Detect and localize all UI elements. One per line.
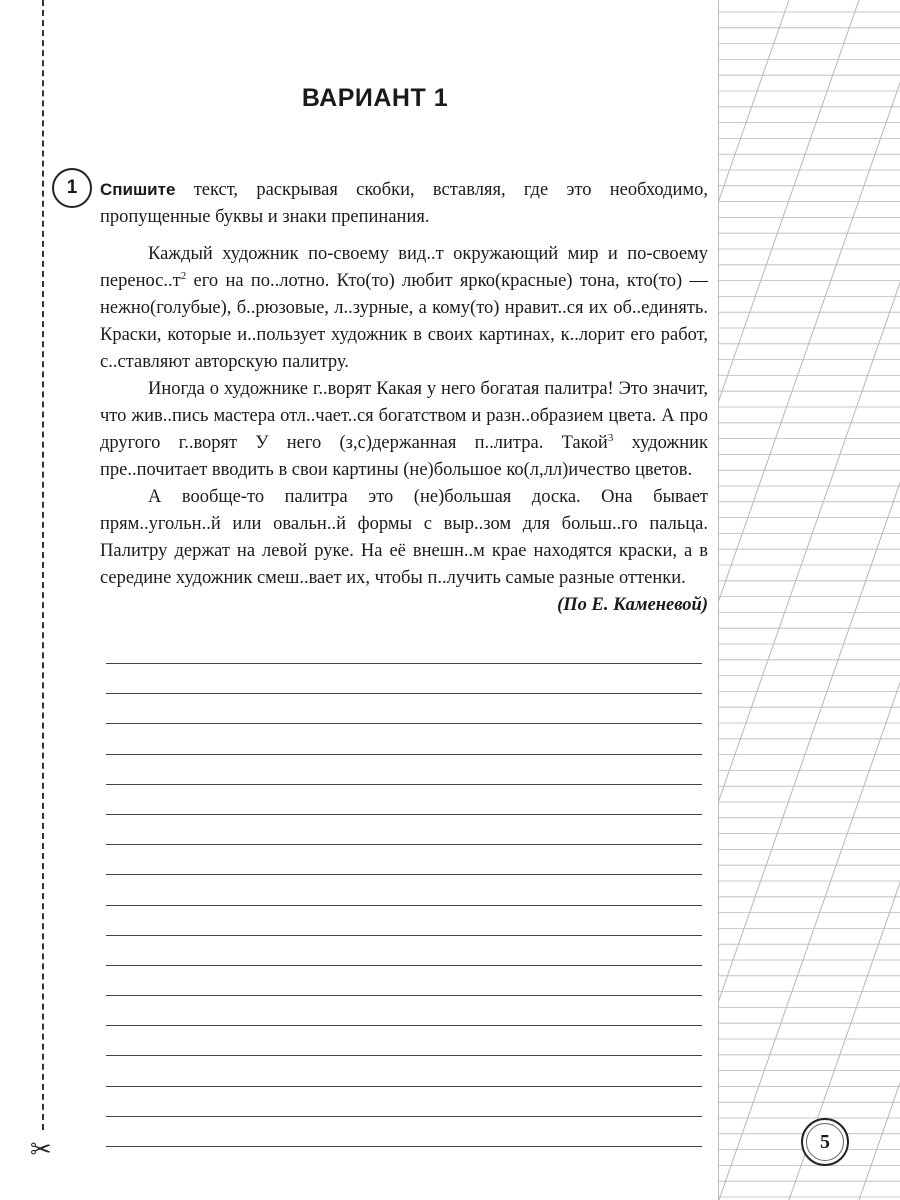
answer-line[interactable]	[106, 1026, 702, 1056]
answer-line[interactable]	[106, 724, 702, 754]
margin-slant-line	[789, 0, 900, 1200]
margin-slant-line	[719, 0, 900, 1200]
margin-slant-line	[719, 0, 900, 1200]
task-instruction	[100, 176, 708, 231]
task-number-badge: 1	[52, 168, 92, 208]
text-paragraph-2	[100, 376, 708, 484]
scissors-icon: ✂	[30, 1135, 52, 1165]
paragraph-2-part-b: художник пре..почитает вводить в свои картины (не)большое ко(л,лл)ичество цветов.	[100, 433, 708, 480]
answer-line[interactable]	[106, 936, 702, 966]
cut-line	[42, 0, 44, 1130]
answer-line[interactable]	[106, 845, 702, 875]
page-title: ВАРИАНТ 1	[301, 84, 449, 112]
answer-line[interactable]	[106, 755, 702, 785]
answer-line[interactable]	[106, 1087, 702, 1117]
answer-line[interactable]	[106, 815, 702, 845]
margin-slant-line	[719, 0, 900, 1200]
footnote-mark-3: 3	[607, 431, 614, 444]
margin-slant-line	[859, 0, 900, 1200]
answer-line[interactable]	[106, 664, 702, 694]
answer-line[interactable]	[106, 785, 702, 815]
margin-ruling	[719, 0, 900, 1200]
margin-slant-line	[719, 0, 900, 1200]
answer-writing-area[interactable]	[106, 663, 702, 1147]
task-content	[100, 176, 708, 619]
answer-line[interactable]	[106, 906, 702, 936]
page-number: 5	[801, 1118, 849, 1166]
answer-line[interactable]	[106, 875, 702, 905]
text-paragraph-3: А вообще-то палитра это (не)большая доска. Она бывает прям..угольн..й или овальн..й формы с выр..зом для больш..го пальца. Палитру держат на левой руке. На её внешн..м крае находятся краски, а в середине художник смеш..вает их, чтобы п..лучить самые разные оттенки.	[100, 487, 708, 588]
text-paragraph-1	[100, 241, 708, 376]
answer-line[interactable]	[106, 694, 702, 724]
margin-ruled-strip	[718, 0, 900, 1200]
paragraph-1-part-b: его на по..лотно. Кто(то) любит ярко(красные) тона, кто(то) — нежно(голубые), б..рюзовые, л..зурные, а кому(то) нравит..ся их об..единять. Краски, которые и..пользует художник в своих картинах, к..лорит его работ, с..ставляют авторскую палитру.	[100, 271, 708, 372]
answer-line[interactable]	[106, 966, 702, 996]
paragraph-2-part-a: Иногда о художнике г..ворят Какая у него богатая палитра! Это значит, что жив..пись мастера отл..чает..ся богатством и разн..образием цвета. А про другого г..ворят У него (з,с)держанная п..литра. Такой	[100, 379, 708, 453]
instruction-verb: Спишите	[100, 180, 176, 199]
answer-line[interactable]	[106, 1117, 702, 1147]
answer-line[interactable]	[106, 1056, 702, 1086]
footnote-mark-2: 2	[180, 269, 187, 282]
instruction-text: текст, раскрывая скобки, вставляя, где это необходимо, пропущенные буквы и знаки препинания.	[100, 180, 708, 227]
answer-line[interactable]	[106, 996, 702, 1026]
text-source: (По Е. Каменевой)	[557, 595, 708, 615]
margin-slant-line	[719, 0, 789, 1200]
paragraph-1-part-a: Каждый художник по-своему вид..т окружающий мир и по-своему перенос..т	[100, 244, 708, 291]
